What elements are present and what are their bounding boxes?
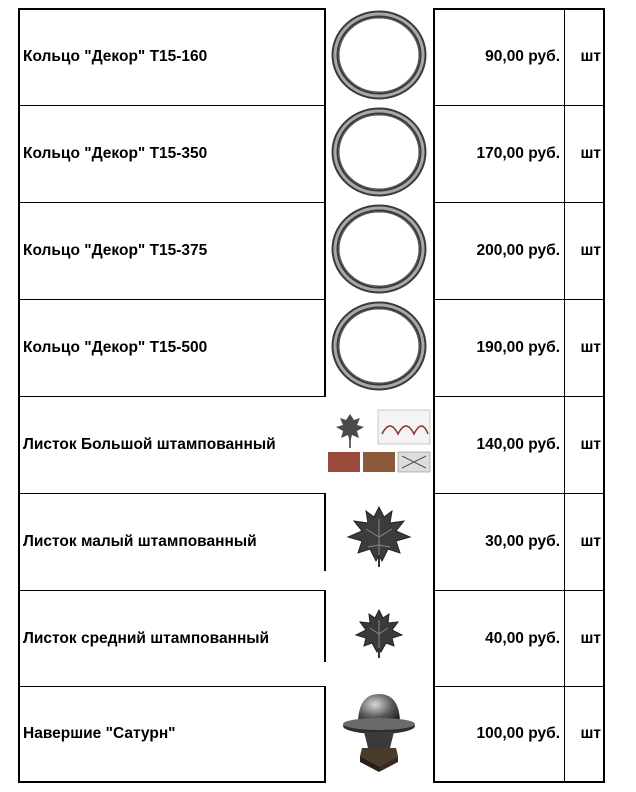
product-unit: шт [564, 686, 605, 783]
product-price: 170,00 руб. [433, 105, 564, 202]
product-name: Кольцо "Декор" Т15-375 [18, 202, 326, 299]
large-leaf-collage-icon [326, 396, 433, 493]
product-name: Кольцо "Декор" Т15-350 [18, 105, 326, 202]
product-price: 200,00 руб. [433, 202, 564, 299]
product-price: 90,00 руб. [433, 8, 564, 105]
product-price: 30,00 руб. [433, 493, 564, 590]
table-row [0, 105, 636, 202]
saturn-finial-icon [326, 686, 433, 783]
product-unit: шт [564, 590, 605, 687]
product-name: Листок Большой штампованный [18, 396, 326, 493]
table-row [0, 590, 636, 687]
product-name: Кольцо "Декор" Т15-160 [18, 8, 326, 105]
small-leaf-icon [326, 493, 433, 590]
product-name: Кольцо "Декор" Т15-500 [18, 299, 326, 396]
product-unit: шт [564, 202, 605, 299]
table-row [0, 299, 636, 396]
product-name: Листок малый штампованный [18, 493, 326, 590]
product-unit: шт [564, 8, 605, 105]
product-unit: шт [564, 299, 605, 396]
ring-icon [326, 299, 433, 396]
product-name: Листок средний штампованный [18, 590, 326, 687]
product-unit: шт [564, 105, 605, 202]
table-row [0, 686, 636, 783]
ring-icon [326, 8, 433, 105]
product-price: 140,00 руб. [433, 396, 564, 493]
product-unit: шт [564, 493, 605, 590]
table-row [0, 8, 636, 105]
table-row [0, 202, 636, 299]
product-name: Навершие "Сатурн" [18, 686, 326, 783]
table-row [0, 493, 636, 590]
product-price: 40,00 руб. [433, 590, 564, 687]
table-row [0, 396, 636, 493]
ring-icon [326, 105, 433, 202]
product-price: 190,00 руб. [433, 299, 564, 396]
product-price: 100,00 руб. [433, 686, 564, 783]
medium-leaf-icon [326, 590, 433, 687]
ring-icon [326, 202, 433, 299]
product-unit: шт [564, 396, 605, 493]
